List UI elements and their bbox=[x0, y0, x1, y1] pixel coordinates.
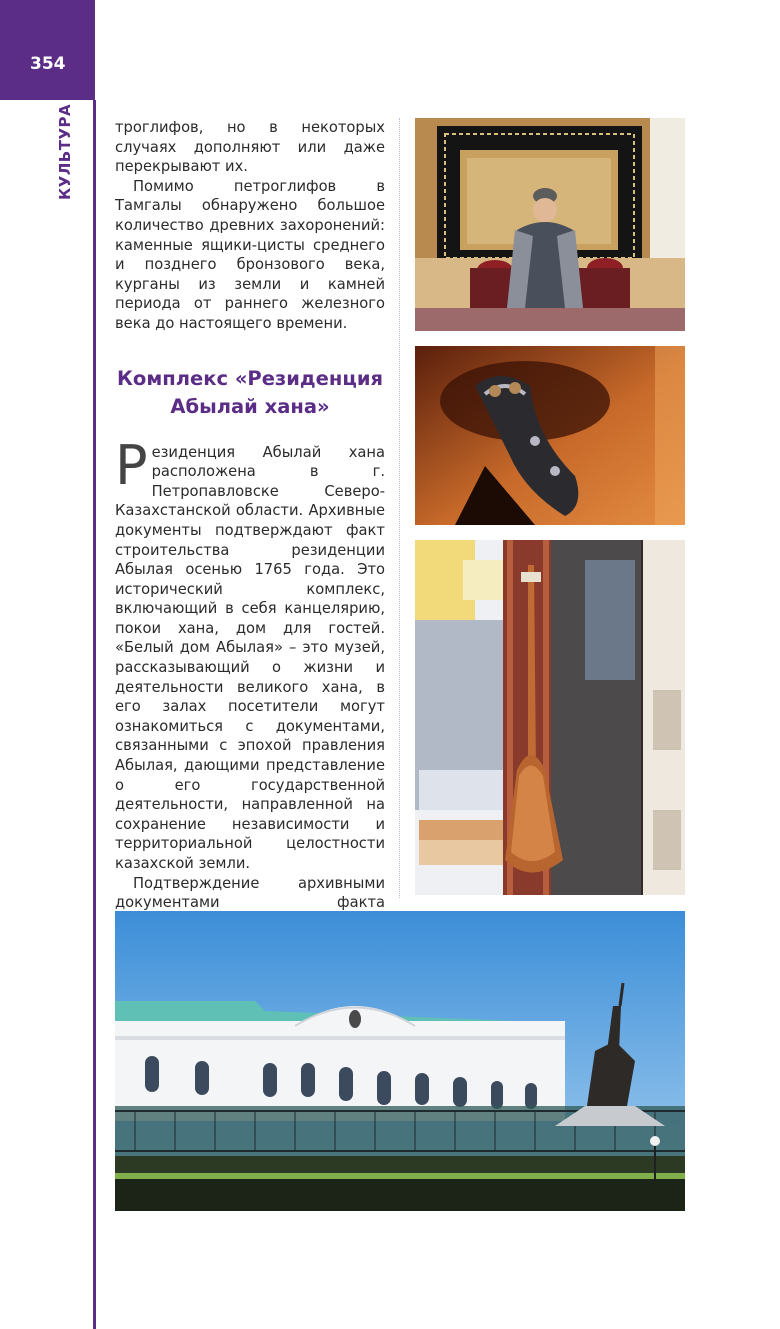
article-heading bbox=[115, 365, 385, 421]
paragraph-confirmation: Подтверждение архивными документами факта bbox=[115, 874, 385, 912]
page-number-tab bbox=[0, 0, 95, 100]
photo-ornate-saddle bbox=[415, 346, 685, 525]
page-number: 354 bbox=[30, 54, 66, 74]
photo-abylai-khan-residence bbox=[115, 911, 685, 1211]
column-divider bbox=[399, 118, 400, 898]
paragraph-residence-text: езиденция Абылай хана расположена в г. Петропавловске Северо-Казахстанской области. Архивные документы подтверждают факт строительства резиденции Абылая осенью 1765 года. Это исторический комплекс, включающий в себя канцелярию, покои хана, дом для гостей. «Белый дом Абылая» – это музей, рассказывающий о жизни и деятельности великого хана, в его залах посетители могут ознакомиться с документами, связанными с эпохой правления Абылая, дающими представление о его государственной деятельности, направленной на сохранение независимости и территориальной целостности казахской земли. bbox=[115, 443, 385, 872]
photo-dombra-exhibit bbox=[415, 540, 685, 895]
heading-line-1: Комплекс «Резиденция bbox=[116, 366, 384, 390]
paragraph-continued: троглифов, но в некоторых случаях дополняют или даже перекрывают их. bbox=[115, 119, 385, 176]
paragraph-tamgaly-burials: Помимо петроглифов в Тамгалы обнаружено большое количество древних захоронений: каменные ящики-цисты среднего и позднего бронзового века, курганы из земли и камней периода от раннего железного века до настоящего времени. bbox=[115, 177, 385, 332]
drop-cap: Р bbox=[115, 433, 148, 497]
heading-line-2: Абылай хана» bbox=[170, 394, 330, 418]
paragraph-residence bbox=[115, 433, 385, 874]
photo-khan-figure-in-yurt bbox=[415, 118, 685, 331]
margin-rule bbox=[93, 100, 96, 1329]
section-label: КУЛЬТУРА bbox=[56, 103, 74, 200]
article-text-column bbox=[115, 118, 385, 972]
